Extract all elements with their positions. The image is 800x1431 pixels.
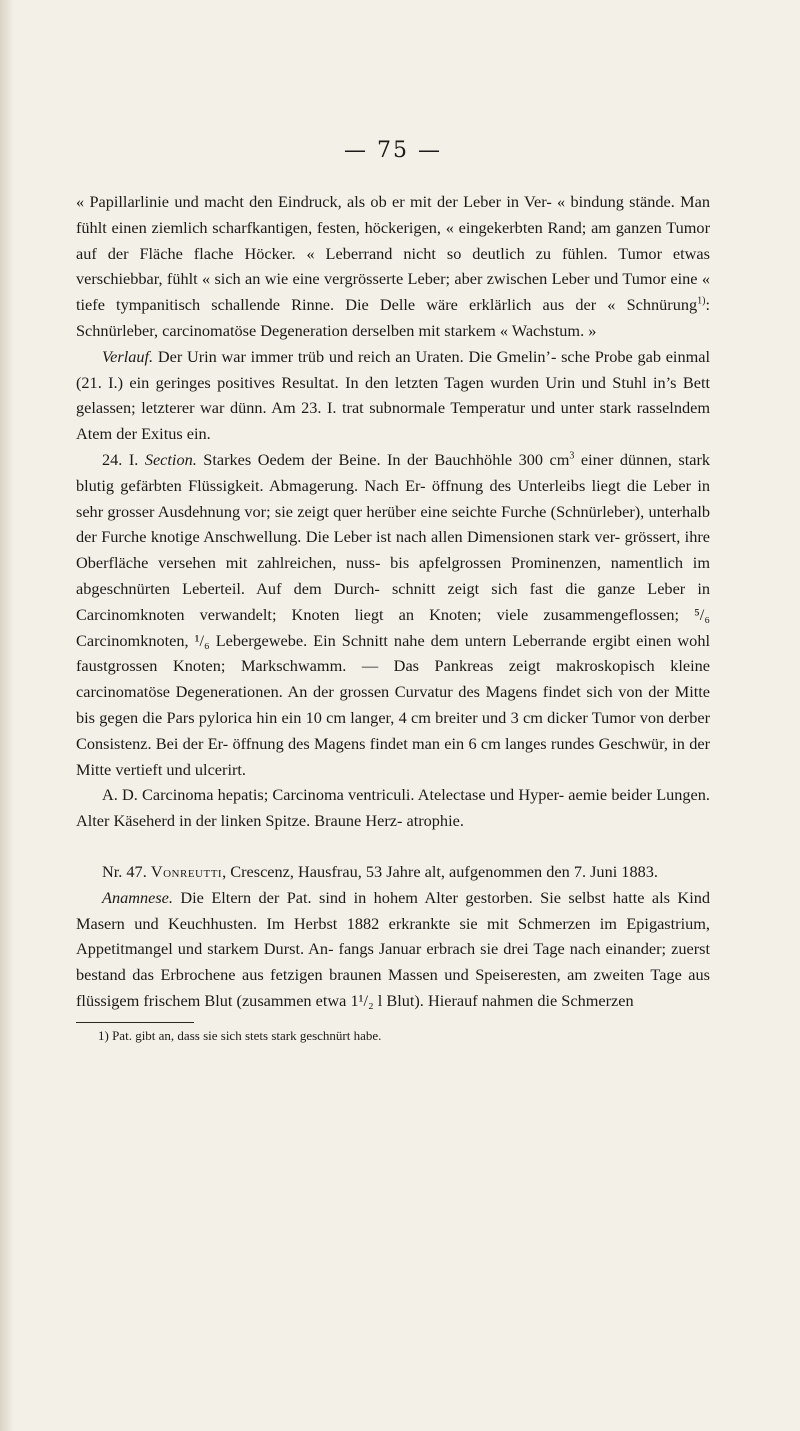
page-number: — 75 — bbox=[344, 138, 442, 163]
section-text-a: Starkes Oedem der Beine. In der Bauchhöhle 300 cm bbox=[196, 449, 570, 469]
case-details: , Crescenz, Hausfrau, 53 Jahre alt, aufgenommen den 7. Juni 1883. bbox=[222, 861, 658, 881]
section-text-b: einer dünnen, stark blutig gefärbten Flüssigkeit. Abmagerung. Nach Er- öffnung des Unterleibs liegt die Leber in sehr grosser Ausdehnung vor; sie zeigt quer herüber eine seichte Furche (Schnürleber), unterhalb der Furche knotige Anschwellung. Die Leber ist nach allen Dimensionen stark ver- grössert, ihre Oberfläche versehen mit zahlreichen, nuss- bis apfelgrossen Prominenzen, namentlich im abgeschnürten Leberteil. Auf dem Durch- schnitt zeigt sich fast die ganze Leber in Carcinomknoten verwandelt; Knoten liegt an Knoten; viele zusammengeflossen; ⁵/₆ Carcinomknoten, ¹/₆ Lebergewebe. Ein Schnitt nahe dem untern Leberrande ergibt einen wohl faustgrossen Knoten; Markschwamm. — Das Pankreas zeigt makroskopisch kleine carcinomatöse Degenerationen. An der grossen Curvatur des Magens findet sich von der Mitte bis gegen die Pars pylorica hin ein 10 cm langer, 4 cm breiter und 3 cm dicker Tumor von derber Consistenz. Bei der Er- öffnung des Magens findet man ein 6 cm langes rundes Geschwür, in der Mitte vertieft und ulcerirt. bbox=[76, 449, 711, 779]
quote-text-b: : Schnürleber, carcinomatöse Degeneration derselben mit starkem « Wachstum. » bbox=[76, 295, 710, 340]
paragraph-anamnese bbox=[76, 885, 710, 1014]
case-number: Nr. 47. bbox=[102, 861, 151, 881]
section-date: 24. I. bbox=[102, 449, 145, 469]
verlauf-text: Der Urin war immer trüb und reich an Uraten. Die Gmelin’- sche Probe gab einmal (21. I.) ein geringes positives Resultat. In den letzten Tagen wurden Urin und Stuhl in’s Bett gelassen; letzterer war dünn. Am 23. I. trat subnormale Temperatur und unter stark rasselndem Atem der Exitus ein. bbox=[76, 346, 710, 444]
section-label: Section. bbox=[144, 449, 197, 469]
page-edge bbox=[0, 0, 14, 1431]
anamnese-label: Anamnese. bbox=[102, 887, 173, 907]
patient-name: Vonreutti bbox=[150, 861, 223, 881]
paragraph-gap bbox=[76, 834, 710, 859]
paragraph-quote bbox=[76, 189, 710, 344]
anamnese-text: Die Eltern der Pat. sind in hohem Alter gestorben. Sie selbst hatte als Kind Masern und Keuchhusten. Im Herbst 1882 erkrankte sie mit Schmerzen im Epigastrium, Appetitmangel und starkem Durst. An- fangs Januar erbrach sie drei Tage nach einander; zuerst bestand das Erbrochene aus fetzigen braunen Massen und Speiseresten, am zweiten Tage aus flüssigem frischem Blut (zusammen etwa 1¹/₂ l Blut). Hierauf nahmen die Schmerzen bbox=[76, 887, 710, 1010]
section-superscript: 3 bbox=[569, 450, 575, 462]
paragraph-diagnosis: A. D. Carcinoma hepatis; Carcinoma ventriculi. Atelectase und Hyper- aemie beider Lungen. Alter Käseherd in der linken Spitze. Braune Herz- atrophie. bbox=[76, 785, 710, 831]
paragraph-section bbox=[76, 447, 710, 782]
paragraph-case-header bbox=[76, 859, 710, 885]
quote-text-a: « Papillarlinie und macht den Eindruck, als ob er mit der Leber in Ver- « bindung stände. Man fühlt einen ziemlich scharfkantigen, festen, höckerigen, « eingekerbten Rand; am ganzen Tumor auf der Fläche flache Höcker. « Leberrand nicht so deutlich zu fühlen. Tumor etwas verschiebbar, fühlt « sich an wie eine vergrösserte Leber; aber zwischen Leber und Tumor eine « tiefe tympanitisch schallende Rinne. Die Delle wäre erklärlich aus der « Schnürung bbox=[76, 192, 710, 315]
verlauf-label: Verlauf. bbox=[102, 346, 154, 366]
paragraph-verlauf bbox=[76, 344, 710, 447]
book-page bbox=[76, 138, 710, 1045]
footnote-divider bbox=[76, 1022, 194, 1023]
footnote-reference: 1) bbox=[697, 295, 706, 307]
body-text bbox=[76, 189, 710, 1014]
footnote: 1) Pat. gibt an, dass sie sich stets stark geschnürt habe. bbox=[98, 1027, 382, 1043]
